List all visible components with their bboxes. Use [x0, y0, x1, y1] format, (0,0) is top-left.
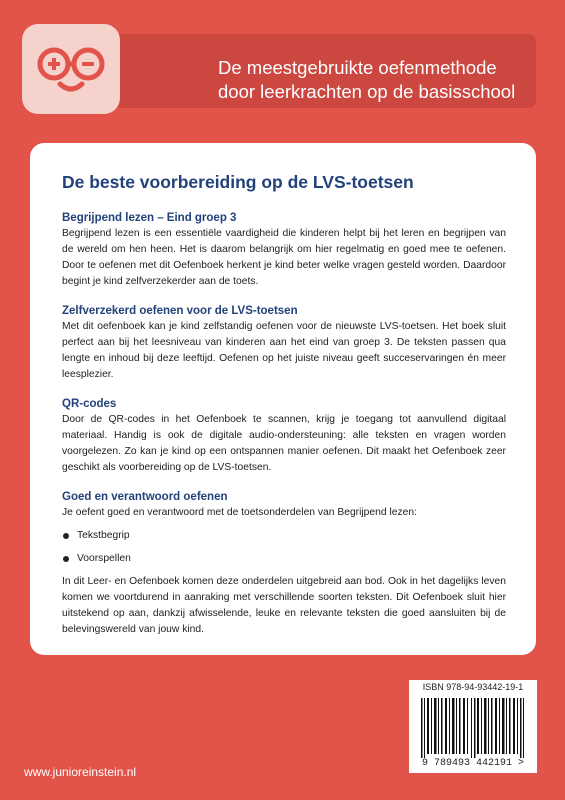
section-zelfverzekerd — [62, 303, 506, 383]
list-item: Voorspellen — [62, 551, 506, 567]
barcode — [409, 680, 537, 773]
page-title: De beste voorbereiding op de LVS-toetsen — [62, 172, 414, 192]
section-goed-oefenen — [62, 489, 506, 638]
header-banner — [22, 24, 536, 114]
section-body: Begrijpend lezen is een essentiële vaardigheid die kinderen helpt bij het leren en begrijpen van de wereld om hen heen. Het is daarom belangrijk om hier regelmatig en goed mee te oefenen. Door te oefenen met dit Oefenboek herkent je kind beter welke vragen gesteld worden. Daardoor begint je kind zelfverzekerder aan de toets. — [62, 228, 506, 287]
section-body: Je oefent goed en verantwoord met de toetsonderdelen van Begrijpend lezen: — [62, 507, 417, 518]
section-body: Met dit oefenboek kan je kind zelfstandig oefenen voor de nieuwste LVS-toetsen. Het boek sluit perfect aan bij het leesniveau van kinderen aan het eind van groep 3. De teksten passen qua lengte en inhoud bij deze leeftijd. Oefenen op het juiste niveau geeft succeservaringen én meer leesplezier. — [62, 321, 506, 380]
isbn-text: ISBN 978-94-93442-19-1 — [422, 682, 524, 692]
logo — [22, 24, 120, 114]
bullet-icon — [63, 533, 69, 539]
tagline-bar — [102, 34, 536, 108]
bullet-list — [62, 528, 506, 567]
barcode-icon — [419, 698, 527, 758]
section-closing-body: In dit Leer- en Oefenboek komen deze onderdelen uitgebreid aan bod. Ook in het dagelijks leven komen we voortdurend in aanraking met verschillende soorten teksten. Dit Oefenboek sluit hier uitstekend op aan, dankzij afwisselende, leuke en relevante teksten die goed aansluiten bij de belevingswereld van jouw kind. — [62, 576, 506, 635]
plus-minus-face-icon — [34, 36, 108, 102]
section-heading: Zelfverzekerd oefenen voor de LVS-toetsen — [62, 305, 298, 317]
barcode-digits: 9 789493 442191 > — [421, 758, 525, 769]
website-url: www.junioreinstein.nl — [24, 765, 137, 779]
section-qr-codes — [62, 396, 506, 476]
tagline-line-1: De meestgebruikte oefenmethode — [218, 57, 497, 78]
list-item: Tekstbegrip — [62, 528, 506, 544]
section-body: Door de QR-codes in het Oefenboek te scannen, krijg je toegang tot aanvullend digitaal materiaal. Handig is ook de digitale audio-ondersteuning: alle teksten en vragen worden voorgelezen. Zo kan je kind op een ontspannen manier oefenen. Dit maakt het Oefenboek zeer geschikt als voorbereiding op de LVS-toetsen. — [62, 414, 506, 473]
section-begrijpend-lezen — [62, 210, 506, 290]
section-heading: Begrijpend lezen – Eind groep 3 — [62, 212, 237, 224]
tagline — [218, 56, 565, 104]
description-card — [30, 143, 536, 655]
tagline-line-2: door leerkrachten op de basisschool — [218, 81, 516, 102]
section-heading: QR-codes — [62, 398, 117, 410]
section-heading: Goed en verantwoord oefenen — [62, 491, 228, 503]
bullet-icon — [63, 556, 69, 562]
